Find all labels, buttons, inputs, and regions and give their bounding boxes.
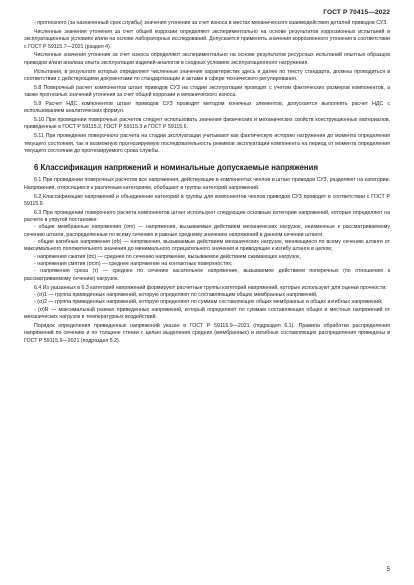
paragraph: Испытания, в результате которых определяют численные значения характеристик здесь и далее по тексту стандарта, должны проводиться в соответствии с действующими документами по стандартизации и актами в сфере технического регулирования. [24,68,390,82]
list-item: - (σ)2 — группа приведенных напряжений, которую определяют по суммам составляющих общих мембранных и общих изгибных напряжений; [34,299,383,306]
page-number: 5 [386,567,390,573]
standard-header: ГОСТ Р 70415—2022 [323,9,390,16]
section-title: 6 Классификация напряжений и номинальные допускаемые напряжения [34,163,318,173]
paragraph: 6.4 Из указанных в 6.3 категорий напряжений формируют расчетные группы категорий напряжений, которые используют для оценки прочности: [34,284,387,291]
list-item: - общие изгибные напряжения (σb) — напряжения, вызываемые действием механических нагрузок, меняющиеся по всему сечению штанги от максимального положительного значения до минимального отрицательного значения и приводящие к изгибу штанги в целом; [24,239,390,253]
paragraph: 5.10 При проведении поверочных расчетов следует использовать значения физических и механических свойств конструкционных материалов, приведенные в ГОСТ Р 59115.2, ГОСТ Р 59115.3 и ГОСТ Р 59115.6. [24,117,390,131]
list-item: - (σ)R — максимальный размах приведенных напряжений, который определяют по суммам составляющих общих и местных напряжений от механических нагрузок и температурных воздействий. [24,306,390,321]
paragraph: - прогнозного (за назначенный срок службы) значения утонения за счет износа в местах механического взаимодействия деталей приводов СУЗ. [34,20,388,26]
list-item: - (σ)1 — группа приведенных напряжений, которую определяют по составляющим общих мембранных напряжений, [34,292,318,298]
paragraph: Порядок определения приведенных напряжений указан в ГОСТ Р 59115.9—2021 (подраздел 6.1). Правила обработки распределения напряжений по сечению и по толщине стенки с целью выделения средних (мембранных) и изгибных составляющих распределения приведены в ГОСТ Р 59115.9—2021 (подраздел 5.2). [24,322,390,344]
document-body [24,20,390,345]
paragraph: Численные значения утонения за счет износа определяют экспериментально на основе результатов ресурсных испытаний опытных образцов приводов и/или анализа опыта эксплуатации изделий-аналогов в сходных условиях эксплуатационного нагружения. [24,52,390,66]
paragraph: Численные значения утонения за счет общей коррозии определяют экспериментально на основе результатов коррозионных испытаний в эксплуатационных условиях и/или на основе лабораторных исследований. Допускается применять значения коррозионного утонения в соответствии с ГОСТ Р 59115.7—2021 (раздел 4). [24,28,390,50]
list-item: - напряжения сжатия (σc) — среднее по сечению напряжение, вызываемое действием сжимающих нагрузок, [34,253,301,260]
paragraph: 6.3 При проведении поверочного расчета компонентов штанг используют следующие основные категории напряжений, которые определяют на расчете в упругой постановке: [24,209,390,224]
paragraph: 6.1 При проведении поверочных расчетов все напряжения, действующие в компонентах чехлов и штанг приводов СУЗ, разделяют на категории. Напряжения, относящиеся к различным категориям, обобщают в группы категорий напряжений. [24,177,390,191]
paragraph: 6.2 Классификацию напряжений и объединение категорий в группы для компонентов чехлов приводов СУЗ проводят в соответствии с ГОСТ Р 59115.9. [24,193,390,207]
list-item: - напряжения смятия (σcm) — среднее напряжение на контактных поверхностях; [34,261,233,268]
paragraph: 5.8 Поверочный расчет компонентов штанг приводов СУЗ на стадии эксплуатации проводят с учетом фактических размеров компонентов, а также прогнозных значений утонения за счет общей коррозии и механического износа. [24,84,390,99]
paragraph: 5.11 При проведении поверочного расчета на стадии эксплуатации учитывают как фактическую историю нагружения до момента определения текущего состояния, так и возможную прогнозируемую последовательность режимов эксплуатации компонента на период от момента определения текущего состояния до прогнозируемого срока службы. [24,133,390,154]
paragraph: 5.9 Расчет НДС компонентов штанг приводов СУЗ проводят методом конечных элементов, допускается выполнять расчет НДС с использованием аналитических формул. [24,100,390,115]
list-item: - напряжения среза (τ) — среднее по сечению касательное напряжение, вызываемое действием поперечных (по отношению к рассматриваемому сечению) нагрузок. [24,268,390,282]
list-item: - общие мембранные напряжения (σm) — напряжения, вызываемые действием механических нагрузок, неизменные к рассматриваемому сечению штанги, распределенные по всему сечению и равные среднему значению напряжений в данном сечении штанги; [24,224,390,238]
